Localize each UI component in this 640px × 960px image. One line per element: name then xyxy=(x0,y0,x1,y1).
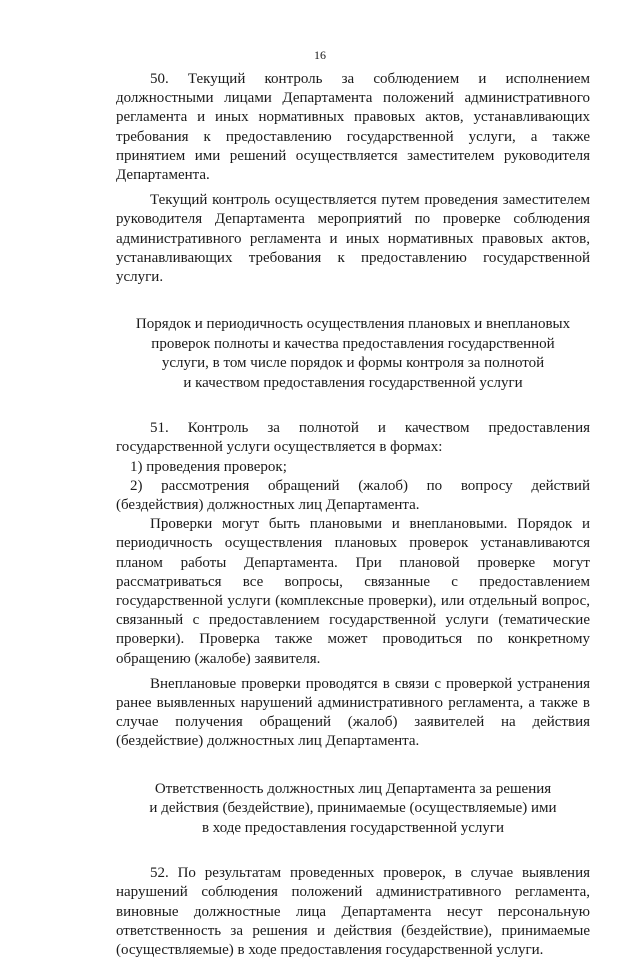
heading-line: в ходе предоставления государственной услуги xyxy=(201,819,505,836)
page-number: 16 xyxy=(314,48,326,62)
heading-line: Ответственность должностных лиц Департамента за решения xyxy=(154,780,552,797)
list-item: 1) проведения проверок; xyxy=(130,458,287,475)
paragraph-50: 50. Текущий контроль за соблюдением и исполнением должностными лицами Департамента положений административного регламента и иных нормативных правовых актов, устанавливающих требования к предоставлению государственной услуги, а также принятием ими решений осуществляется заместителем руководителя Департамента. xyxy=(116,71,590,184)
list-item: 2) рассмотрения обращений (жалоб) по вопросу действий (бездействия) должностных лиц Департамента. xyxy=(116,477,590,514)
paragraph-51-unplanned: Внеплановые проверки проводятся в связи с проверкой устранения ранее выявленных нарушений административного регламента, а также в случае получения обращений (жалоб) заявителей на действия (бездействие) должностных лиц Департамента. xyxy=(116,675,590,750)
heading-line: проверок полноты и качества предоставления государственной xyxy=(151,335,555,352)
heading-line: Порядок и периодичность осуществления плановых и внеплановых xyxy=(135,316,571,333)
paragraph-51-inspections: Проверки могут быть плановыми и внеплановыми. Порядок и периодичность осуществления плановых проверок устанавливаются планом работы Департамента. При плановой проверке могут рассматриваться все вопросы, связанные с предоставлением государственной услуги (комплексные проверки), или отдельный вопрос, связанный с предоставлением государственной услуги (тематические проверки). Проверка также может проводиться по конкретному обращению (жалобе) заявителя. xyxy=(116,516,590,667)
paragraph-51: 51. Контроль за полнотой и качеством предоставления государственной услуги осуществляется в формах: xyxy=(116,420,590,456)
heading-line: услуги, в том числе порядок и формы контроля за полнотой xyxy=(161,355,545,372)
document-body xyxy=(116,70,590,960)
heading-line: и действия (бездействие), принимаемые (осуществляемые) ими xyxy=(149,800,557,817)
paragraph-50-continued: Текущий контроль осуществляется путем проведения заместителем руководителя Департамента мероприятий по проверке соблюдения административного регламента и иных нормативных правовых актов, устанавливающих требования к предоставлению государственной услуги. xyxy=(116,192,590,286)
heading-line: и качеством предоставления государственной услуги xyxy=(183,374,523,391)
paragraph-52: 52. По результатам проведенных проверок, в случае выявления нарушений соблюдения положений административного регламента, виновные должностные лица Департамента несут персональную ответственность за решения и действия (бездействие), принимаемые (осуществляемые) в ходе предоставления государственной услуги. xyxy=(116,865,590,958)
section-heading-responsibility xyxy=(116,780,590,839)
section-heading-inspections xyxy=(116,315,590,393)
